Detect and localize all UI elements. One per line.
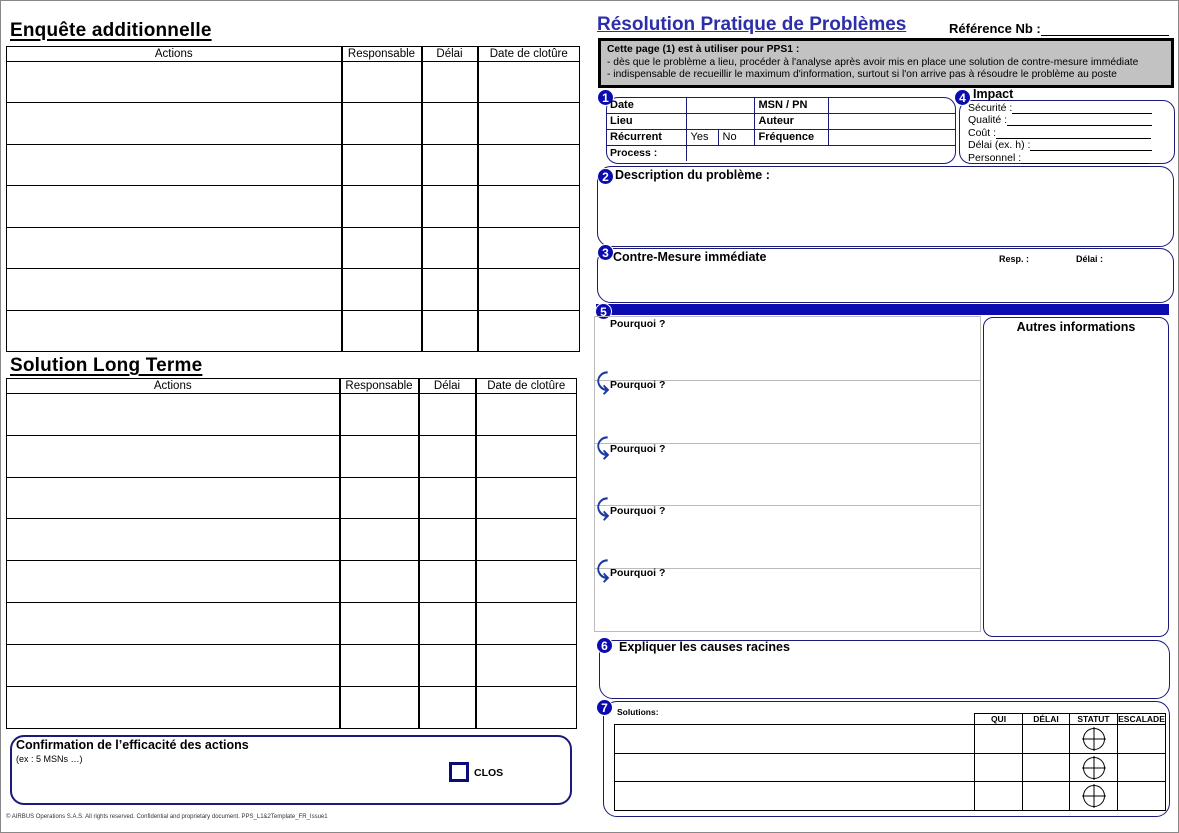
col-responsable: Responsable — [340, 379, 419, 394]
delai-cell[interactable] — [422, 269, 478, 311]
table-row — [7, 561, 577, 603]
auteur-label: Auteur — [754, 113, 828, 129]
responsable-cell[interactable] — [342, 311, 422, 352]
why-label-5: Pourquoi ? — [610, 567, 666, 579]
col-qui: QUI — [975, 714, 1023, 725]
solution-row — [615, 754, 1166, 782]
why-label-3: Pourquoi ? — [610, 443, 666, 455]
responsable-cell[interactable] — [342, 103, 422, 145]
responsable-cell[interactable] — [340, 519, 419, 561]
date-cell[interactable] — [476, 478, 577, 519]
delai-cell[interactable] — [419, 478, 476, 519]
section-3-number: 3 — [597, 244, 614, 261]
notice-line-2: - indispensable de recueillir le maximum d'information, surtout si l'on arrive pas à résoudre le problème au poste — [607, 69, 1117, 80]
contre-mesure-title: Contre-Mesure immédiate — [613, 250, 767, 264]
section-5-number: 5 — [595, 303, 612, 320]
table-row — [7, 687, 577, 729]
impact-securite-line[interactable] — [1012, 104, 1152, 114]
delai-cell[interactable] — [419, 394, 476, 436]
delai-cell[interactable] — [419, 603, 476, 645]
recurrent-yes[interactable]: Yes — [686, 129, 718, 145]
delai-cell[interactable] — [1023, 754, 1070, 782]
date-cell[interactable] — [478, 145, 580, 186]
table-row — [7, 478, 577, 519]
date-cell[interactable] — [478, 228, 580, 269]
section-1-number: 1 — [597, 89, 614, 106]
table-row — [7, 269, 580, 311]
curved-arrow-icon: ⤹ — [596, 495, 610, 520]
action-cell[interactable] — [7, 228, 342, 269]
action-cell[interactable] — [7, 561, 340, 603]
page-title: Résolution Pratique de Problèmes — [597, 14, 907, 35]
col-date-cloture: Date de clotûre — [478, 47, 580, 62]
clos-label: CLOS — [474, 767, 504, 779]
impact-qualite-label: Qualité : — [968, 114, 1008, 126]
qui-cell[interactable] — [975, 754, 1023, 782]
delai-cell[interactable] — [419, 645, 476, 687]
responsable-cell[interactable] — [342, 62, 422, 103]
impact-delai-label: Délai (ex. h) : — [968, 139, 1031, 151]
section-6-number: 6 — [596, 637, 613, 654]
delai-cell[interactable] — [422, 103, 478, 145]
action-cell[interactable] — [7, 394, 340, 436]
impact-personnel-label: Personnel : — [968, 152, 1022, 164]
responsable-cell[interactable] — [342, 145, 422, 186]
date-cell[interactable] — [476, 687, 577, 729]
impact-qualite-line[interactable] — [1007, 116, 1152, 126]
col-delai: Délai — [422, 47, 478, 62]
impact-securite — [968, 102, 1152, 114]
msn-label: MSN / PN — [754, 97, 828, 113]
qui-cell[interactable] — [975, 725, 1023, 754]
date-cell[interactable] — [478, 103, 580, 145]
why-label-2: Pourquoi ? — [610, 379, 666, 391]
reference-field — [949, 21, 1169, 36]
responsable-cell[interactable] — [340, 687, 419, 729]
reference-input[interactable] — [1041, 24, 1169, 36]
lieu-label: Lieu — [606, 113, 686, 129]
delai-label: Délai : — [1076, 254, 1104, 264]
date-cell[interactable] — [476, 603, 577, 645]
statut-cell[interactable] — [1070, 782, 1118, 811]
date-cell[interactable] — [476, 561, 577, 603]
action-cell[interactable] — [7, 519, 340, 561]
curved-arrow-icon: ⤹ — [596, 557, 610, 582]
date-label: Date — [606, 97, 686, 113]
action-cell[interactable] — [7, 103, 342, 145]
statut-cell[interactable] — [1070, 754, 1118, 782]
curved-arrow-icon: ⤹ — [596, 369, 610, 394]
status-quadrant-icon[interactable] — [1083, 728, 1105, 750]
delai-cell[interactable] — [1023, 725, 1070, 754]
col-actions: Actions — [7, 47, 342, 62]
solutions-table — [614, 713, 1166, 811]
solutions-label: Solutions: — [617, 707, 659, 717]
causes-racines-title: Expliquer les causes racines — [619, 640, 790, 654]
confirmation-subtitle: (ex : 5 MSNs …) — [16, 754, 83, 764]
solution-row — [615, 782, 1166, 811]
date-cell[interactable] — [478, 62, 580, 103]
solution-cell[interactable] — [615, 725, 975, 754]
resp-label: Resp. : — [999, 254, 1030, 264]
col-delai: Délai — [419, 379, 476, 394]
process-value[interactable] — [686, 145, 956, 161]
date-value[interactable] — [686, 97, 754, 113]
table-row — [7, 436, 577, 478]
impact-personnel — [968, 152, 1149, 164]
table-row — [7, 103, 580, 145]
col-responsable: Responsable — [342, 47, 422, 62]
action-cell[interactable] — [7, 62, 342, 103]
delai-cell[interactable] — [422, 186, 478, 228]
date-cell[interactable] — [476, 645, 577, 687]
date-cell[interactable] — [478, 269, 580, 311]
process-label: Process : — [606, 145, 686, 161]
description-title: Description du problème : — [615, 168, 770, 182]
col-escalade: ESCALADE — [1118, 714, 1165, 724]
frequence-value[interactable] — [828, 129, 956, 145]
col-statut: STATUT — [1070, 714, 1118, 725]
status-quadrant-icon[interactable] — [1083, 757, 1105, 779]
impact-delai — [968, 139, 1152, 151]
date-cell[interactable] — [476, 394, 577, 436]
impact-securite-label: Sécurité : — [968, 102, 1013, 114]
responsable-cell[interactable] — [342, 269, 422, 311]
recurrent-no[interactable]: No — [718, 129, 754, 145]
responsable-cell[interactable] — [340, 436, 419, 478]
escalade-cell[interactable] — [1118, 782, 1166, 811]
section-5-bar — [596, 304, 1169, 315]
escalade-cell[interactable] — [1118, 754, 1166, 782]
action-cell[interactable] — [7, 145, 342, 186]
responsable-cell[interactable] — [340, 478, 419, 519]
delai-cell[interactable] — [422, 228, 478, 269]
action-cell[interactable] — [7, 687, 340, 729]
impact-cout — [968, 127, 1151, 139]
delai-cell[interactable] — [419, 561, 476, 603]
action-cell[interactable] — [7, 436, 340, 478]
auteur-value[interactable] — [828, 113, 956, 129]
action-cell[interactable] — [7, 269, 342, 311]
action-cell[interactable] — [7, 311, 342, 352]
impact-personnel-line[interactable] — [1021, 154, 1149, 164]
section-2-number: 2 — [597, 168, 614, 185]
delai-cell[interactable] — [422, 145, 478, 186]
responsable-cell[interactable] — [340, 561, 419, 603]
col-actions: Actions — [7, 379, 340, 394]
statut-cell[interactable] — [1070, 725, 1118, 754]
escalade-cell[interactable] — [1118, 725, 1166, 754]
col-delai: DÉLAI — [1023, 714, 1070, 725]
recurrent-label: Récurrent — [606, 129, 686, 145]
responsable-cell[interactable] — [342, 186, 422, 228]
section-4-number: 4 — [954, 89, 971, 106]
solution-cell[interactable] — [615, 782, 975, 811]
date-cell[interactable] — [478, 186, 580, 228]
enquete-header-row — [7, 47, 580, 62]
autres-informations-box[interactable] — [983, 317, 1169, 637]
col-date-cloture: Date de clotûre — [476, 379, 577, 394]
date-cell[interactable] — [476, 519, 577, 561]
impact-cout-label: Coût : — [968, 127, 997, 139]
lieu-value[interactable] — [686, 113, 754, 129]
copyright-footer: © AIRBUS Operations S.A.S. All rights reserved. Confidential and proprietary document. PPS_L1&2Template_FR_Issue1 — [6, 814, 328, 820]
table-row — [7, 228, 580, 269]
enquete-title: Enquête additionnelle — [10, 20, 212, 41]
msn-value[interactable] — [828, 97, 956, 113]
solution-row — [615, 725, 1166, 754]
table-row — [7, 519, 577, 561]
autres-informations-title: Autres informations — [1016, 320, 1136, 334]
section-7-number: 7 — [596, 699, 613, 716]
table-row — [7, 311, 580, 352]
notice-title: Cette page (1) est à utiliser pour PPS1 : — [607, 44, 800, 55]
action-cell[interactable] — [7, 186, 342, 228]
date-cell[interactable] — [476, 436, 577, 478]
solution-table — [6, 378, 577, 729]
responsable-cell[interactable] — [342, 228, 422, 269]
enquete-table — [6, 46, 580, 352]
responsable-cell[interactable] — [340, 645, 419, 687]
table-row — [7, 394, 577, 436]
delai-cell[interactable] — [419, 436, 476, 478]
table-row — [7, 603, 577, 645]
action-cell[interactable] — [7, 603, 340, 645]
reference-label: Référence Nb : — [949, 21, 1041, 36]
action-cell[interactable] — [7, 645, 340, 687]
action-cell[interactable] — [7, 478, 340, 519]
table-row — [7, 186, 580, 228]
impact-qualite — [968, 114, 1152, 126]
section-1-table — [606, 97, 956, 161]
delai-cell[interactable] — [419, 519, 476, 561]
clos-checkbox[interactable] — [449, 762, 469, 782]
delai-cell[interactable] — [1023, 782, 1070, 811]
confirmation-title: Confirmation de l’efficacité des actions — [16, 738, 249, 752]
delai-cell[interactable] — [422, 311, 478, 352]
table-row — [7, 62, 580, 103]
date-cell[interactable] — [478, 311, 580, 352]
impact-title: Impact — [973, 87, 1014, 101]
solution-cell[interactable] — [615, 754, 975, 782]
impact-cout-line[interactable] — [996, 129, 1151, 139]
why-label-1: Pourquoi ? — [610, 318, 666, 330]
impact-delai-line[interactable] — [1030, 141, 1152, 151]
table-row — [7, 145, 580, 186]
notice-line-1: - dès que le problème a lieu, procéder à l'analyse après avoir mis en place une solution de contre-mesure immédiate — [607, 56, 1139, 68]
solution-title: Solution Long Terme — [10, 355, 203, 376]
solution-header-row — [7, 379, 577, 394]
status-quadrant-icon[interactable] — [1083, 785, 1105, 807]
why-label-4: Pourquoi ? — [610, 505, 666, 517]
curved-arrow-icon: ⤹ — [596, 434, 610, 459]
delai-cell[interactable] — [419, 687, 476, 729]
instructions-notice — [598, 38, 1174, 88]
responsable-cell[interactable] — [340, 603, 419, 645]
delai-cell[interactable] — [422, 62, 478, 103]
table-row — [7, 645, 577, 687]
responsable-cell[interactable] — [340, 394, 419, 436]
qui-cell[interactable] — [975, 782, 1023, 811]
frequence-label: Fréquence — [754, 129, 828, 145]
